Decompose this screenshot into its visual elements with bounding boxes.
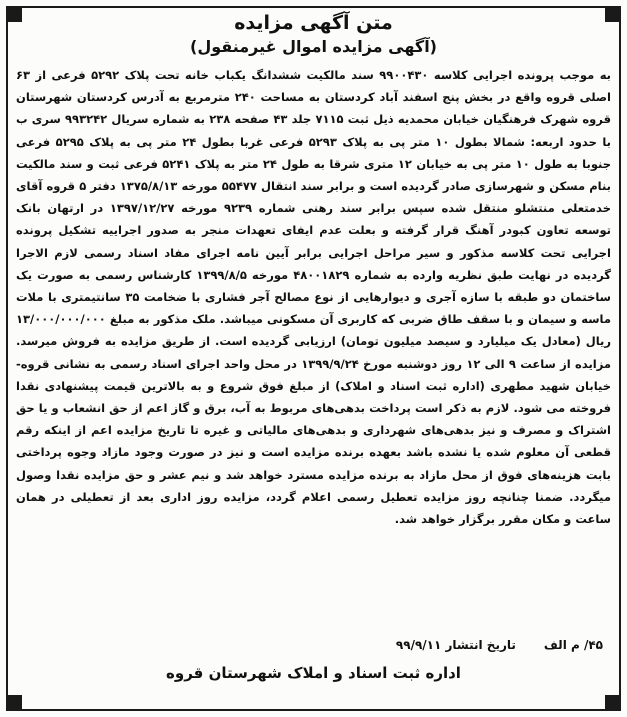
border-corner-ornament <box>8 695 22 709</box>
notice-body <box>16 64 611 530</box>
publication-date: تاریخ انتشار ۹۹/۹/۱۱ <box>395 638 516 652</box>
issuer-office: اداره ثبت اسناد و املاک شهرستان قروه <box>166 664 461 682</box>
reference-number: ۴۵/ م الف <box>543 638 603 652</box>
border-corner-ornament <box>605 695 619 709</box>
notice-subtitle: (آگهی مزایده اموال غیرمنقول) <box>190 37 437 56</box>
notice-title: متن آگهی مزایده <box>234 12 393 34</box>
border-corner-ornament <box>605 8 619 22</box>
notice-header <box>20 10 607 58</box>
notice-footer <box>24 638 603 652</box>
notice-body-text: به موجب پرونده اجرایی کلاسه ۹۹۰۰۴۳۰ سند مالکیت ششدانگ یکباب خانه تحت پلاک ۵۲۹۲ فرعی از ۶۳ اصلی قروه واقع در بخش پنج اسفند آباد کردستان به مساحت ۲۴۰ مترمربع به آدرس کردستان شهرستان قروه شهرک فرهنگیان خیابان محمدیه ذیل ثبت ۷۱۱۵ جلد ۴۳ صفحه ۲۳۸ به شماره سریال ۹۹۳۲۴۲ سری ب با حدود اربعه: شمالا بطول ۱۰ متر پی به پلاک ۵۲۹۳ فرعی غربا بطول ۲۴ متر پی به پلاک ۵۲۹۵ فرعی جنوبا به طول ۱۰ متر پی به خیابان ۱۲ متری شرقا به طول ۲۴ متر به پلاک ۵۲۴۱ فرعی ثبت و سند مالکیت بنام مسکن و شهرسازی صادر گردیده است و برابر سند انتقال ۵۵۴۷۷ مورخه ۱۳۷۵/۸/۱۳ دفتر ۵ قروه آقای خدمتعلی منتشلو منتقل شده سپس برابر سند رهنی شماره ۹۲۳۹ مورخه ۱۳۹۷/۱۲/۲۷ در ارتهان بانک توسعه تعاون کبودر آهنگ قرار گرفته و بعلت عدم ایفای تعهدات منجر به صدور اجراییه تشکیل پرونده اجرایی تحت کلاسه مذکور و سیر مراحل اجرایی برابر آیین نامه اجرای مفاد اسناد رسمی لازم الاجرا گردیده در نهایت طبق نظریه وارده به شماره ۴۸۰۰۱۸۲۹ مورخه ۱۳۹۹/۸/۵ کارشناس رسمی به صورت یک ساختمان دو طبقه با سازه آجری و دیوارهایی از نوع مصالح آجر فشاری با ضخامت ۳۵ سانتیمتری با ملات ماسه و سیمان و با سقف طاق ضربی که کاربری آن مسکونی میباشد. ملک مذکور به مبلغ ۱۳/۰۰۰/۰۰۰/۰۰۰ ریال (معادل یک میلیارد و سیصد میلیون تومان) ارزیابی گردیده است. از طریق مزایده به فروش میرسد. مزایده از ساعت ۹ الی ۱۲ روز دوشنبه مورخ ۱۳۹۹/۹/۲۴ در محل واحد اجرای اسناد رسمی به نشانی قروه- خیابان شهید مطهری (اداره ثبت اسناد و املاک) از مبلغ فوق شروع و به بالاترین قیمت پیشنهادی نقدا فروخته می شود. لازم به ذکر است پرداخت بدهی‌های مربوط به آب، برق و گاز اعم از حق انشعاب و یا حق اشتراک و مصرف و نیز بدهی‌های شهرداری و بدهی‌های مالیاتی و غیره تا تاریخ مزایده اعم از اینکه رقم قطعی آن معلوم شده یا نشده باشد بعهده برنده مزایده است و نیز در صورت وجود مازاد وجوه پرداختی بابت هزینه‌های فوق از محل مازاد به برنده مزایده مسترد خواهد شد و نیم عشر و حق مزایده نقدا وصول میگردد. ضمنا چنانچه روز مزایده تعطیل رسمی اعلام گردد، مزایده روز اداری بعد از تعطیلی در همان ساعت و مکان مقرر برگزار خواهد شد. <box>16 68 612 527</box>
